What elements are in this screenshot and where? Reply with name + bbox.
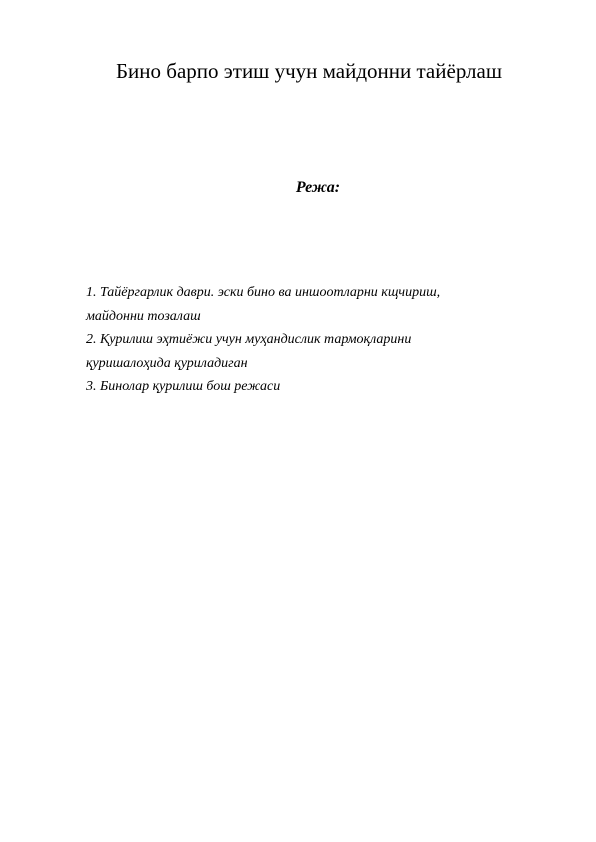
plan-item-2-line-2: қуришалоҳида қуриладиган — [86, 355, 248, 371]
plan-heading: Режа: — [295, 179, 341, 196]
plan-list — [86, 281, 526, 399]
plan-item-1-line-2: майдонни тозалаш — [86, 308, 201, 324]
plan-item-2-line-1: 2. Қурилиш эҳтиёжи учун муҳандислик тармоқларини — [86, 332, 412, 347]
plan-item-1-line-1: 1. Тайёргарлик даври. эски бино ва иншоотларни кщчириш, — [86, 285, 441, 300]
document-title: Бино барпо этиш учун майдонни тайёрлаш — [115, 59, 503, 83]
plan-item-3-line-1: 3. Бинолар қурилиш бош режаси — [86, 379, 281, 394]
